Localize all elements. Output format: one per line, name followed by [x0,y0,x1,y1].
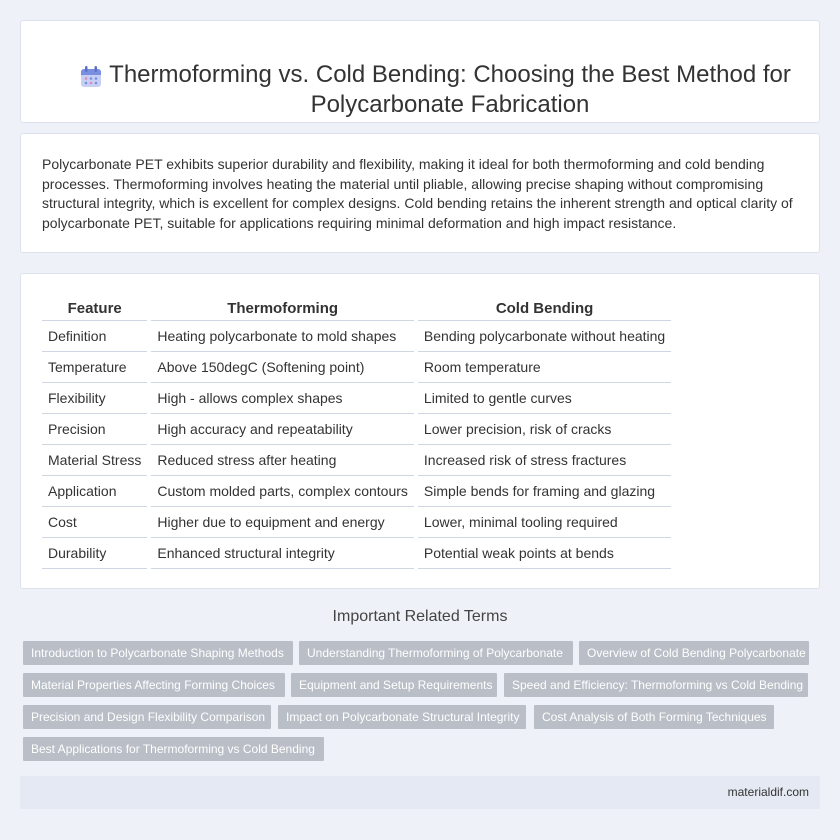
related-term-tag[interactable]: Equipment and Setup Requirements [291,673,497,697]
table-cell: Lower, minimal tooling required [418,507,671,538]
related-term-tag[interactable]: Speed and Efficiency: Thermoforming vs Cold Bending [504,673,808,697]
table-row [42,538,671,569]
related-term-tag[interactable]: Material Properties Affecting Forming Choices [23,673,285,697]
table-cell: Lower precision, risk of cracks [418,414,671,445]
table-cell: Simple bends for framing and glazing [418,476,671,507]
column-header-cold-bending: Cold Bending [418,294,671,321]
table-row [42,507,671,538]
table-cell: Custom molded parts, complex contours [151,476,414,507]
table-cell: Definition [42,321,147,352]
footer [20,776,820,809]
table-cell: Flexibility [42,383,147,414]
table-header-row [42,294,671,321]
comparison-table [38,294,675,569]
calendar-icon [79,65,103,89]
related-term-tag[interactable]: Precision and Design Flexibility Comparison [23,705,271,729]
table-cell: Higher due to equipment and energy [151,507,414,538]
table-row [42,352,671,383]
table-cell: Room temperature [418,352,671,383]
table-cell: Durability [42,538,147,569]
table-row [42,383,671,414]
related-term-tag[interactable]: Best Applications for Thermoforming vs Cold Bending [23,737,324,761]
column-header-feature: Feature [42,294,147,321]
table-cell: Heating polycarbonate to mold shapes [151,321,414,352]
site-name[interactable]: materialdif.com [727,785,809,799]
table-cell: Potential weak points at bends [418,538,671,569]
related-term-tag[interactable]: Understanding Thermoforming of Polycarbonate [299,641,573,665]
title-card [20,20,820,123]
table-cell: Cost [42,507,147,538]
table-cell: High - allows complex shapes [151,383,414,414]
table-cell: High accuracy and repeatability [151,414,414,445]
table-cell: Precision [42,414,147,445]
related-term-tag[interactable]: Impact on Polycarbonate Structural Integrity [278,705,526,729]
table-cell: Reduced stress after heating [151,445,414,476]
table-cell: Application [42,476,147,507]
related-terms-heading: Important Related Terms [332,608,508,625]
table-row [42,414,671,445]
page-title: Thermoforming vs. Cold Bending: Choosing the Best Method for Polycarbonate Fabrication [109,61,791,118]
table-row [42,476,671,507]
table-cell: Material Stress [42,445,147,476]
table-cell: Enhanced structural integrity [151,538,414,569]
table-cell: Bending polycarbonate without heating [418,321,671,352]
table-cell: Limited to gentle curves [418,383,671,414]
table-cell: Temperature [42,352,147,383]
related-term-tag[interactable]: Introduction to Polycarbonate Shaping Methods [23,641,293,665]
table-row [42,321,671,352]
summary-card [20,133,820,253]
related-term-tag[interactable]: Overview of Cold Bending Polycarbonate [579,641,809,665]
summary-paragraph: Polycarbonate PET exhibits superior durability and flexibility, making it ideal for both thermoforming and cold bending processes. Thermoforming involves heating the material until pliable, allowing precise shaping without compromising structural integrity, which is excellent for complex designs. Cold bending retains the inherent strength and optical clarity of polycarbonate PET, suitable for applications requiring minimal deformation and high impact resistance. [42,156,793,231]
column-header-thermoforming: Thermoforming [151,294,414,321]
related-term-tag[interactable]: Cost Analysis of Both Forming Techniques [534,705,774,729]
table-row [42,445,671,476]
table-cell: Increased risk of stress fractures [418,445,671,476]
table-cell: Above 150degC (Softening point) [151,352,414,383]
comparison-card [20,273,820,589]
